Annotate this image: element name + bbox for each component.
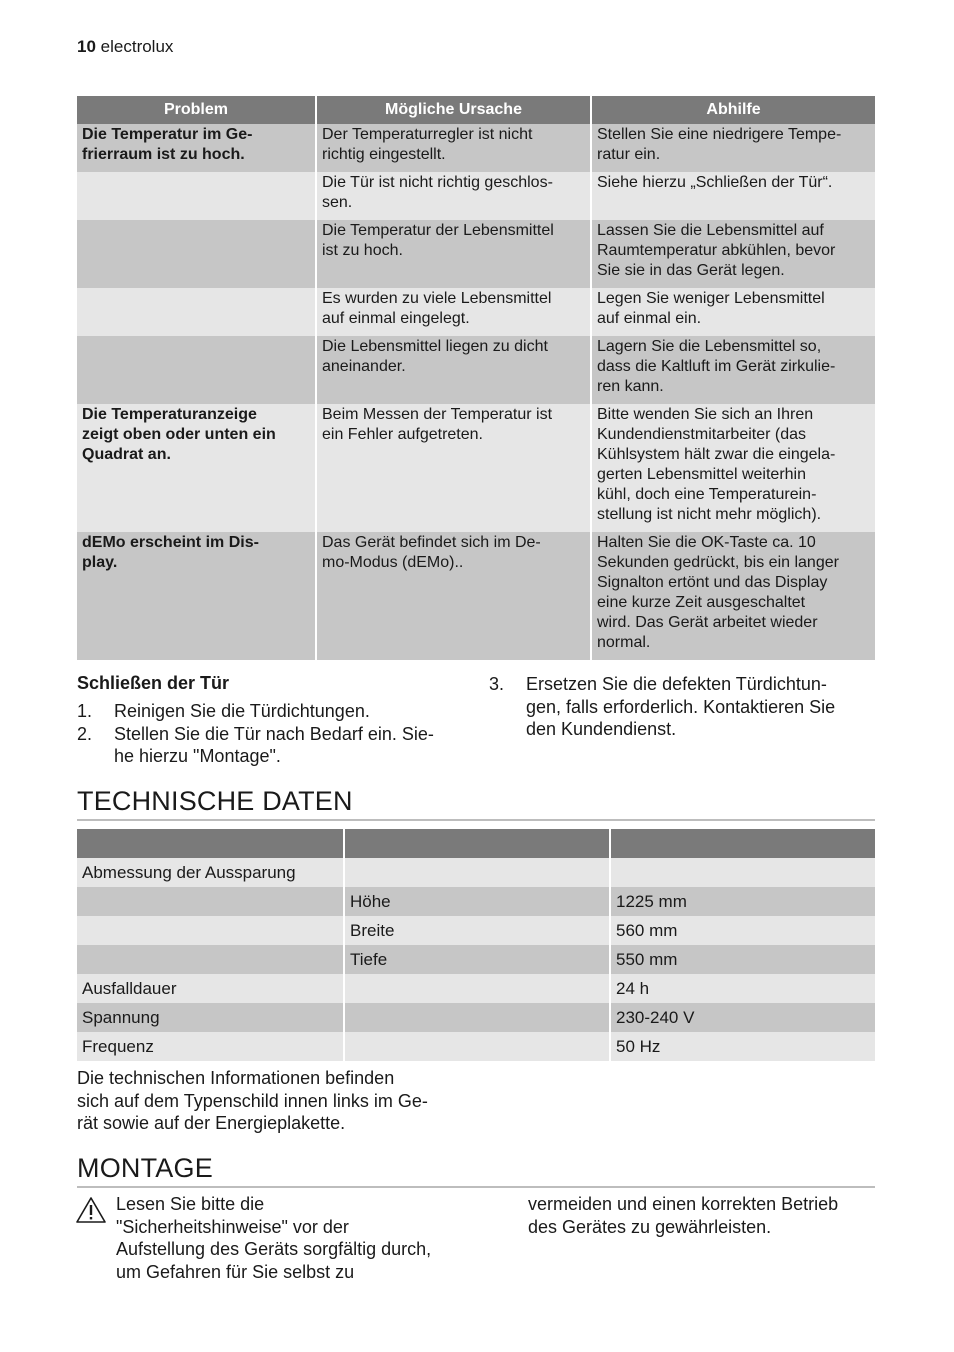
warning-triangle-icon (75, 1196, 107, 1224)
table-row (77, 858, 875, 887)
remedy-cell: Legen Sie weniger Lebensmittel auf einmal ein. (590, 288, 875, 336)
page-header (77, 37, 173, 57)
cause-cell: Der Temperaturregler ist nicht richtig eingestellt. (315, 124, 590, 172)
remedy-cell: Lassen Sie die Lebensmittel auf Raumtemperatur abkühlen, bevor Sie sie in das Gerät legen. (590, 220, 875, 288)
table-row (77, 916, 875, 945)
cause-cell: Es wurden zu viele Lebensmittel auf einmal eingelegt. (315, 288, 590, 336)
sublabel-cell (343, 858, 609, 887)
label-cell (77, 887, 343, 916)
list-item: 2. Stellen Sie die Tür nach Bedarf ein. Sie- he hierzu "Montage". (77, 723, 434, 766)
list-item: 1. Reinigen Sie die Türdichtungen. (77, 701, 370, 721)
problem-cell: dEMo erscheint im Dis- play. (77, 532, 315, 660)
cause-cell: Beim Messen der Temperatur ist ein Fehler aufgetreten. (315, 404, 590, 532)
brand-name: electrolux (100, 37, 174, 56)
label-cell: Abmessung der Aussparung (77, 858, 343, 887)
remedy-cell: Stellen Sie eine niedrigere Tempe- ratur ein. (590, 124, 875, 172)
step-text: Ersetzen Sie die defekten Türdichtun- gen, falls erforderlich. Kontaktieren Sie den Kundendienst. (526, 674, 836, 739)
door-section-title: Schließen der Tür (77, 673, 230, 693)
label-cell (77, 916, 343, 945)
table-row (77, 220, 875, 288)
cause-cell: Die Tür ist nicht richtig geschlos- sen. (315, 172, 590, 220)
door-steps-list-left (77, 700, 477, 768)
table-row (77, 532, 875, 660)
table-header-row (77, 96, 875, 124)
cause-cell: Die Lebensmittel liegen zu dicht aneinander. (315, 336, 590, 404)
table-row (77, 1032, 875, 1061)
sublabel-cell (343, 1032, 609, 1061)
warning-text-right: vermeiden und einen korrekten Betrieb des Gerätes zu gewährleisten. (528, 1194, 839, 1237)
remedy-cell: Lagern Sie die Lebensmittel so, dass die Kaltluft im Gerät zirkulie- ren kann. (590, 336, 875, 404)
table-row (77, 172, 875, 220)
table-row (77, 1003, 875, 1032)
warning-text-left: Lesen Sie bitte die "Sicherheitshinweise" vor der Aufstellung des Geräts sorgfältig durch, um Gefahren für Sie selbst zu (116, 1194, 432, 1282)
sublabel-cell: Tiefe (343, 945, 609, 974)
step-text: Stellen Sie die Tür nach Bedarf ein. Sie- he hierzu "Montage". (114, 723, 434, 766)
problem-cell (77, 172, 315, 220)
table-row (77, 336, 875, 404)
column-header-remedy: Abhilfe (590, 96, 875, 124)
value-cell: 550 mm (609, 945, 875, 974)
column-header-cause: Mögliche Ursache (315, 96, 590, 124)
tech-note: Die technischen Informationen befinden sich auf dem Typenschild innen links im Ge- rät sowie auf der Energieplakette. (77, 1068, 428, 1133)
sublabel-cell: Breite (343, 916, 609, 945)
remedy-cell: Siehe hierzu „Schließen der Tür“. (590, 172, 875, 220)
troubleshooting-table (77, 96, 875, 660)
montage-section-title: MONTAGE (77, 1153, 875, 1188)
step-text: Reinigen Sie die Türdichtungen. (114, 701, 370, 721)
cause-cell: Die Temperatur der Lebensmittel ist zu hoch. (315, 220, 590, 288)
table-row (77, 124, 875, 172)
table-row (77, 945, 875, 974)
cause-cell: Das Gerät befindet sich im De- mo-Modus (dEMo).. (315, 532, 590, 660)
remedy-cell: Halten Sie die OK-Taste ca. 10 Sekunden gedrückt, bis ein langer Signalton ertönt und das Display eine kurze Zeit ausgeschaltet wird. Das Gerät arbeitet wieder normal. (590, 532, 875, 660)
table-row (77, 887, 875, 916)
value-cell: 560 mm (609, 916, 875, 945)
problem-cell: Die Temperatur im Ge- frierraum ist zu hoch. (77, 124, 315, 172)
tech-section-title: TECHNISCHE DATEN (77, 786, 875, 821)
door-steps-list-right (489, 673, 879, 741)
value-cell: 1225 mm (609, 887, 875, 916)
value-cell: 230-240 V (609, 1003, 875, 1032)
sublabel-cell (343, 974, 609, 1003)
table-row (77, 404, 875, 532)
value-cell: 24 h (609, 974, 875, 1003)
label-cell: Spannung (77, 1003, 343, 1032)
problem-cell (77, 288, 315, 336)
sublabel-cell: Höhe (343, 887, 609, 916)
value-cell (609, 858, 875, 887)
label-cell: Ausfalldauer (77, 974, 343, 1003)
problem-cell (77, 336, 315, 404)
value-cell: 50 Hz (609, 1032, 875, 1061)
problem-cell (77, 220, 315, 288)
problem-cell: Die Temperaturanzeige zeigt oben oder unten ein Quadrat an. (77, 404, 315, 532)
table-header-row (77, 829, 875, 858)
column-header-problem: Problem (77, 96, 315, 124)
label-cell: Frequenz (77, 1032, 343, 1061)
label-cell (77, 945, 343, 974)
page-number: 10 (77, 37, 96, 56)
table-row (77, 288, 875, 336)
sublabel-cell (343, 1003, 609, 1032)
list-item: 3. Ersetzen Sie die defekten Türdichtun- gen, falls erforderlich. Kontaktieren Sie den Kundendienst. (489, 674, 836, 739)
table-row (77, 974, 875, 1003)
remedy-cell: Bitte wenden Sie sich an Ihren Kundendienstmitarbeiter (das Kühlsystem hält zwar die eingela- gerten Lebensmittel weiterhin kühl, doch eine Temperaturein- stellung ist nicht mehr möglich). (590, 404, 875, 532)
tech-data-table (77, 829, 875, 1061)
